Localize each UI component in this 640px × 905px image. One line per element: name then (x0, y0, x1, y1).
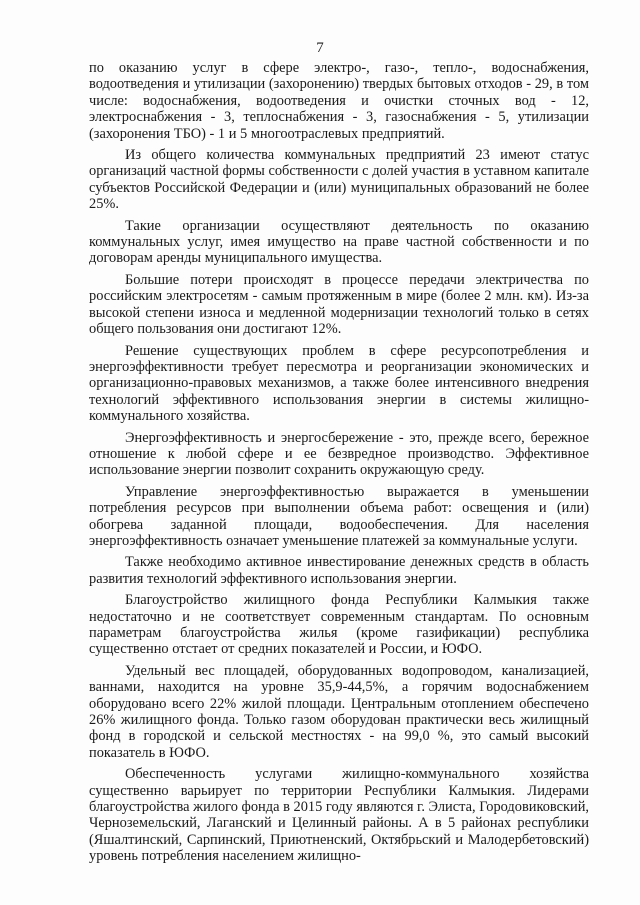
paragraph-investment: Также необходимо активное инвестирование денежных средств в область развития технологий эффективного использования энергии. (89, 554, 589, 587)
paragraph-continuation: по оказанию услуг в сфере электро-, газо-, тепло-, водоснабжения, водоотведения и утилизации (захоронению) твердых бытовых отходов - 29, в том числе: водоснабжения, водоотведения и очистки сточных вод - 12, электроснабжения - 3, теплоснабжения - 3, газоснабжения - 5, утилизации (захоронения ТБО) - 1 и 5 многоотраслевых предприятий. (89, 60, 589, 142)
paragraph-efficiency-management: Управление энергоэффективностью выражается в уменьшении потребления ресурсов при выполнении объема работ: освещения и (или) обогрева заданной площади, водообеспечения. Для населения энергоэффективность означает уменьшение платежей за коммунальные услуги. (89, 483, 589, 549)
paragraph-power-losses: Большие потери происходят в процессе передачи электричества по российским электросетям - самым протяженным в мире (более 2 млн. км). Из-за высокой степени износа и медленной модернизации технологий только в сетях общего пользования они достигают 12%. (89, 271, 589, 338)
paragraph-amenities-share: Удельный вес площадей, оборудованных водопроводом, канализацией, ваннами, находится на уровне 35,9-44,5%, а горячим водоснабжением оборудовано всего 22% жилой площади. Центральным отоплением обеспечено 26% жилищного фонда. Только газом оборудован практически весь жилищный фонд в городской и сельской местностях - на 99,0 %, это самый высокий показатель в ЮФО. (89, 662, 589, 761)
paragraph-housing-improvement: Благоустройство жилищного фонда Республики Калмыкия также недостаточно и не соответствует современным стандартам. По основным параметрам благоустройства жилья (кроме газификации) республика существенно отстает от средних показателей и России, и ЮФО. (89, 592, 589, 658)
paragraph-ownership-status: Из общего количества коммунальных предприятий 23 имеют статус организаций частной формы собственности с долей участия в уставном капитале субъектов Российской Федерации и (или) муниципальных образований не более 25%. (89, 147, 589, 213)
paragraph-problem-solving: Решение существующих проблем в сфере ресурсопотребления и энергоэффективности требует пересмотра и реорганизации экономических и организационно-правовых механизмов, а также более интенсивного внедрения технологий эффективного использования энергии в системы жилищно-коммунального хозяйства. (89, 342, 589, 425)
page-number: 7 (316, 40, 324, 56)
page-body (89, 60, 589, 870)
paragraph-service-provision: Обеспеченность услугами жилищно-коммунального хозяйства существенно варьирует по территории Республики Калмыкия. Лидерами благоустройства жилого фонда в 2015 году являются г. Элиста, Городовиковский, Черноземельский, Лаганский и Целинный районы. А в 5 районах республики (Яшалтинский, Сарпинский, Приютненский, Октябрьский и Малодербетовский) уровень потребления населением жилищно- (89, 766, 589, 865)
paragraph-organizations-activity: Такие организации осуществляют деятельность по оказанию коммунальных услуг, имея имущество на праве частной собственности и по договорам аренды муниципального имущества. (89, 217, 589, 267)
paragraph-energy-efficiency-definition: Энергоэффективность и энергосбережение - это, прежде всего, бережное отношение к любой сфере и ее безвредное производство. Эффективное использование энергии позволит сохранить окружающую среду. (89, 429, 589, 479)
